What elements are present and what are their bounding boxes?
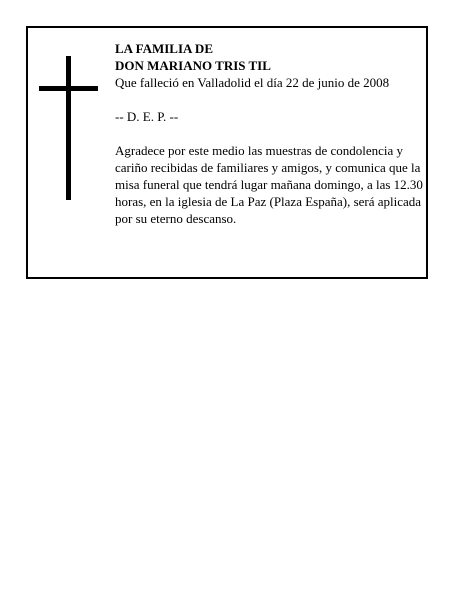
obituary-notice-box [26, 26, 428, 279]
family-heading: LA FAMILIA DE [115, 41, 213, 56]
notice-body-text: Agradece por este medio las muestras de condolencia y cariño recibidas de familiares y amigos, y comunica que la misa funeral que tendrá lugar mañana domingo, a las 12.30 horas, en la iglesia de La Paz (Plaza España), será aplicada por su eterno descanso. [115, 143, 423, 226]
deceased-name: DON MARIANO TRIS TIL [115, 58, 271, 73]
rip-line: -- D. E. P. -- [115, 109, 179, 124]
cross-vertical-bar [66, 56, 71, 200]
spacer [115, 125, 423, 142]
notice-text-block [115, 40, 423, 227]
death-statement: Que falleció en Valladolid el día 22 de junio de 2008 [115, 75, 390, 90]
cross-horizontal-bar [39, 86, 98, 91]
spacer [115, 91, 423, 108]
